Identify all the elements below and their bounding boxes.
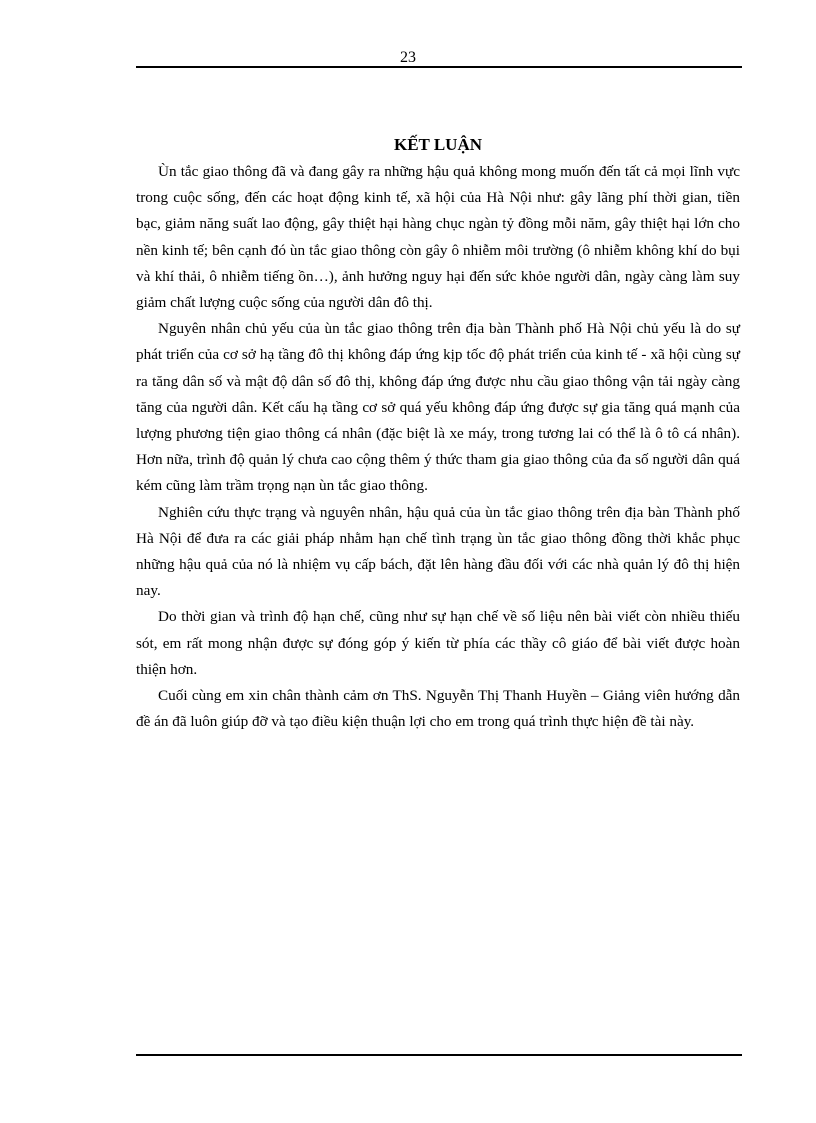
footer-rule <box>136 1054 742 1056</box>
document-body <box>136 133 740 735</box>
paragraph-acknowledgement: Cuối cùng em xin chân thành cảm ơn ThS. Nguyễn Thị Thanh Huyền – Giảng viên hướng dẫn đề án đã luôn giúp đỡ và tạo điều kiện thuận lợi cho em trong quá trình thực hiện đề tài này. <box>136 687 740 731</box>
document-title: KẾT LUẬN <box>393 135 482 154</box>
header-rule <box>136 66 742 68</box>
paragraph-limitations: Do thời gian và trình độ hạn chế, cũng như sự hạn chế về số liệu nên bài viết còn nhiều thiếu sót, em rất mong nhận được sự đóng góp ý kiến từ phía các thầy cô giáo để bài viết được hoàn thiện hơn. <box>136 608 740 678</box>
paragraph-causes: Nguyên nhân chủ yếu của ùn tắc giao thông trên địa bàn Thành phố Hà Nội chủ yếu là do sự phát triển của cơ sở hạ tầng đô thị không đáp ứng kịp tốc độ phát triển của kinh tế - xã hội cùng sự ra tăng dân số và mật độ dân số đô thị, không đáp ứng được nhu cầu giao thông vận tải ngày càng tăng của người dân. Kết cấu hạ tầng cơ sở quá yếu không đáp ứng được sự gia tăng quá mạnh của lượng phương tiện giao thông cá nhân (đặc biệt là xe máy, trong tương lai có thể là ô tô cá nhân). Hơn nữa, trình độ quản lý chưa cao cộng thêm ý thức tham gia giao thông của đa số người dân quá kém cũng làm trầm trọng nạn ùn tắc giao thông. <box>136 320 740 495</box>
paragraph-consequences: Ùn tắc giao thông đã và đang gây ra những hậu quả không mong muốn đến tất cả mọi lĩnh vực trong cuộc sống, đến các hoạt động kinh tế, xã hội của Hà Nội như: gây lãng phí thời gian, tiền bạc, giảm năng suất lao động, gây thiệt hại hàng chục ngàn tỷ đồng mỗi năm, gây thiệt hại lớn cho nền kinh tế; bên cạnh đó ùn tắc giao thông còn gây ô nhiễm môi trường (ô nhiễm không khí do bụi và khí thải, ô nhiễm tiếng ồn…), ảnh hưởng nguy hại đến sức khỏe người dân, ngày càng làm suy giảm chất lượng cuộc sống của người dân đô thị. <box>136 163 740 312</box>
page-number: 23 <box>400 49 416 66</box>
paragraph-research-purpose: Nghiên cứu thực trạng và nguyên nhân, hậu quả của ùn tắc giao thông trên địa bàn Thành phố Hà Nội để đưa ra các giải pháp nhằm hạn chế tình trạng ùn tắc giao thông đồng thời khắc phục những hậu quả của nó là nhiệm vụ cấp bách, đặt lên hàng đầu đối với các nhà quản lý đô thị hiện nay. <box>136 503 740 600</box>
